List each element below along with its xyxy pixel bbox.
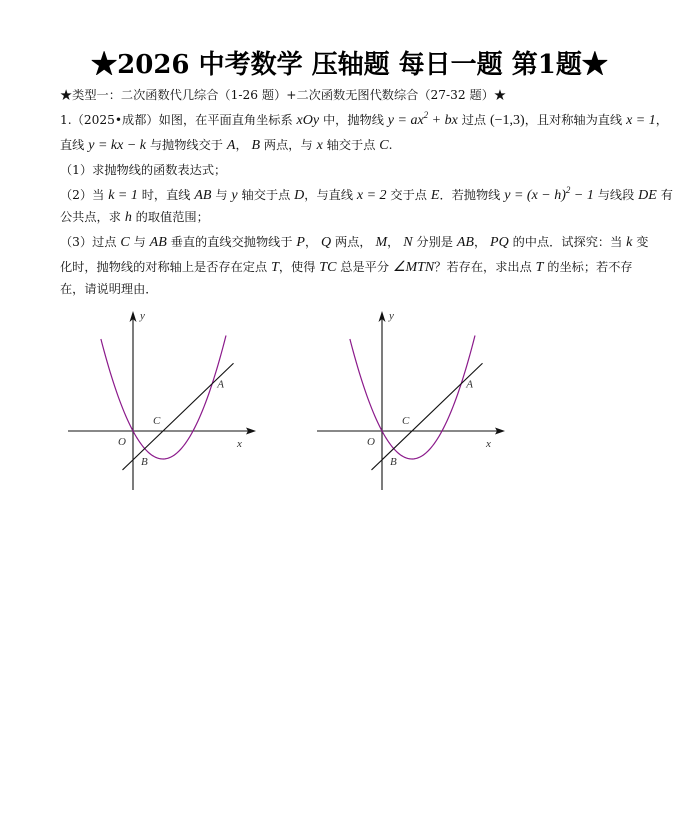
text: ？若存在，求出点 [434,260,536,274]
math: x [316,138,323,153]
text: 两点，与 [260,138,317,152]
part-3-line-2 [60,259,633,276]
math: N [403,235,413,250]
text: 与抛物线交于 [146,138,227,152]
math-axis: x = 1 [626,113,656,128]
math: y [231,188,238,203]
math: k = 1 [108,188,138,203]
coordinate-plane [60,300,280,500]
math: C [120,235,130,250]
math: T [271,260,279,275]
label-b: B [141,456,148,468]
text: 轴交于点 [322,138,380,152]
problem-line-1 [60,112,668,129]
math: y = (x − h) [504,188,566,203]
text: 与 [129,235,150,249]
text: 变 [632,235,649,249]
text: ， [655,113,668,127]
text: ．若抛物线 [439,188,505,202]
label-x: x [237,438,242,450]
label-y: y [389,310,394,322]
math-parabola [387,110,458,128]
math: k [626,235,633,250]
text: 过点 [457,113,490,127]
text: 分别是 [412,235,457,249]
math-point: (−1,3) [489,113,525,128]
math: y = ax [387,113,424,128]
part-3-line-3: 在，请说明理由． [60,282,158,296]
text: ，且对称轴为直线 [524,113,627,127]
math: B [251,138,261,153]
text: ， [235,138,252,152]
label-c: C [153,415,161,427]
label-c: C [402,415,410,427]
text: 公共点，求 [60,210,125,224]
superscript: 2 [565,185,571,195]
label-x: x [486,438,491,450]
text: （3）过点 [60,235,121,249]
text: 有 [656,188,673,202]
figure-1 [60,300,280,500]
math: P [296,235,305,250]
math: h [124,210,132,225]
label-o: O [118,436,126,448]
label-y: y [140,310,145,322]
problem-source: （2025•成都） [71,113,159,127]
text: ， [473,235,491,249]
math: E [430,188,440,203]
text: （2）当 [60,188,109,202]
superscript: 2 [423,110,429,120]
text: 化时，抛物线的对称轴上是否存在定点 [60,260,272,274]
problem-number: 1. [60,113,72,127]
math: AB [194,188,212,203]
math: T [535,260,544,275]
text: . [388,138,393,152]
category-line: ★类型一：二次函数代几综合（1-26 题）+二次函数无图代数综合（27-32 题）★ [60,88,507,102]
text: 交于点 [386,188,431,202]
label-a: A [217,378,224,391]
text: 与线段 [593,188,639,202]
part-2-line-2 [60,209,209,226]
label-a: A [466,378,473,391]
text: 的中点．试探究：当 [508,235,627,249]
math: TC [319,260,337,275]
label-b: B [390,456,397,468]
math: Q [321,235,332,250]
math-line: y = kx − k [88,138,146,153]
problem-line-2 [60,137,393,154]
math-xoy: xOy [296,113,320,128]
text: 总是平分 [336,260,393,274]
text: ，与直线 [304,188,357,202]
part-1: （1）求抛物线的函数表达式； [60,163,227,177]
label-o: O [367,436,375,448]
math: AB [456,235,474,250]
math: A [226,138,236,153]
math-parabola-2 [504,185,594,203]
text: 如图，在平面直角坐标系 [158,113,297,127]
text: 两点， [331,235,376,249]
math: ∠MTN [392,260,435,275]
math: C [379,138,389,153]
math: PQ [490,235,509,250]
text: 垂直的直线交抛物线于 [166,235,297,249]
text: 与 [211,188,232,202]
text: ，使得 [278,260,320,274]
math: DE [638,188,657,203]
coordinate-plane [309,300,529,500]
math: M [375,235,388,250]
math: x = 2 [356,188,387,203]
text: ， [387,235,404,249]
math: D [294,188,305,203]
figure-2 [309,300,529,500]
math: AB [149,235,167,250]
part-2-line-1 [60,187,673,204]
text: ， [304,235,322,249]
text: 中，抛物线 [319,113,388,127]
part-3-line-1 [60,234,648,251]
page-title: ★2026 中考数学 压轴题 每日一题 第1题★ [91,50,608,80]
text: 时，直线 [137,188,195,202]
math: − 1 [570,188,594,203]
math: + bx [428,113,458,128]
text: 轴交于点 [237,188,295,202]
text: 直线 [60,138,89,152]
text: 的取值范围； [131,210,209,224]
text: 的坐标；若不存 [543,260,633,274]
